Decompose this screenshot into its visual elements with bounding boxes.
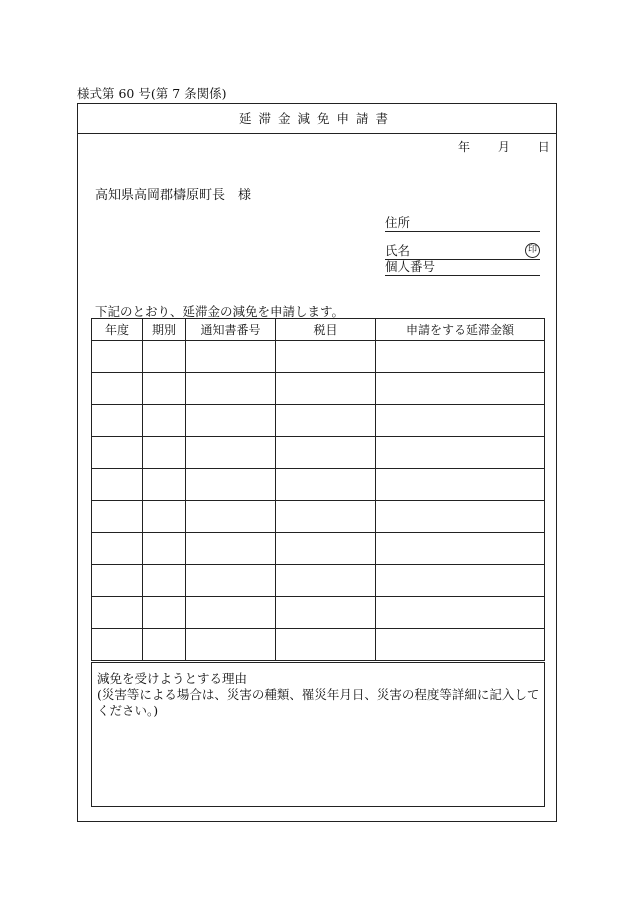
table-cell[interactable] [143, 629, 186, 661]
table-cell[interactable] [376, 565, 545, 597]
form-title: 延滞金減免申請書 [78, 104, 556, 134]
table-cell[interactable] [376, 469, 545, 501]
reason-box[interactable] [91, 662, 545, 807]
table-cell[interactable] [376, 341, 545, 373]
table-cell[interactable] [276, 533, 376, 565]
table-row [92, 373, 545, 405]
table-cell[interactable] [92, 373, 143, 405]
address-label: 住所 [385, 215, 411, 230]
table-cell[interactable] [276, 341, 376, 373]
table-cell[interactable] [376, 437, 545, 469]
date-year-label: 年 [458, 140, 471, 154]
header-notice-number: 通知書番号 [186, 319, 276, 341]
header-amount: 申請をする延滞金額 [376, 319, 545, 341]
header-tax-item: 税目 [276, 319, 376, 341]
table-row [92, 501, 545, 533]
address-field[interactable] [385, 214, 540, 232]
table-cell[interactable] [276, 405, 376, 437]
table-cell[interactable] [186, 373, 276, 405]
date-month-label: 月 [497, 140, 510, 154]
date-line [458, 138, 550, 155]
table-cell[interactable] [276, 597, 376, 629]
table-cell[interactable] [186, 597, 276, 629]
table-header-row [92, 319, 545, 341]
table-cell[interactable] [276, 565, 376, 597]
arrears-table [91, 318, 545, 661]
header-fiscal-year: 年度 [92, 319, 143, 341]
table-cell[interactable] [143, 341, 186, 373]
application-form [77, 103, 557, 822]
table-cell[interactable] [186, 341, 276, 373]
table-cell[interactable] [376, 501, 545, 533]
table-cell[interactable] [92, 629, 143, 661]
header-period: 期別 [143, 319, 186, 341]
table-cell[interactable] [186, 629, 276, 661]
table-cell[interactable] [92, 341, 143, 373]
table-cell[interactable] [143, 469, 186, 501]
table-cell[interactable] [92, 597, 143, 629]
table-row [92, 405, 545, 437]
table-cell[interactable] [143, 533, 186, 565]
table-cell[interactable] [92, 565, 143, 597]
table-cell[interactable] [276, 469, 376, 501]
table-cell[interactable] [276, 437, 376, 469]
request-statement: 下記のとおり、延滞金の減免を申請します。 [95, 304, 345, 319]
table-row [92, 437, 545, 469]
reason-title: 減免を受けようとする理由 [97, 671, 248, 686]
table-cell[interactable] [143, 437, 186, 469]
table-cell[interactable] [276, 501, 376, 533]
reason-note: (災害等による場合は、災害の種類、罹災年月日、災害の程度等詳細に記入してください。) [97, 687, 540, 718]
table-cell[interactable] [186, 501, 276, 533]
individual-number-field[interactable] [385, 258, 540, 276]
table-cell[interactable] [143, 565, 186, 597]
table-row [92, 597, 545, 629]
form-number-label: 様式第 60 号(第 7 条関係) [77, 86, 227, 101]
table-cell[interactable] [376, 533, 545, 565]
table-cell[interactable] [143, 597, 186, 629]
table-cell[interactable] [186, 565, 276, 597]
table-cell[interactable] [92, 469, 143, 501]
table-cell[interactable] [376, 629, 545, 661]
table-cell[interactable] [186, 437, 276, 469]
table-row [92, 533, 545, 565]
table-cell[interactable] [92, 501, 143, 533]
table-cell[interactable] [186, 405, 276, 437]
table-row [92, 469, 545, 501]
table-cell[interactable] [143, 405, 186, 437]
table-row [92, 629, 545, 661]
seal-mark-icon: 印 [525, 243, 540, 258]
table-cell[interactable] [376, 597, 545, 629]
name-label: 氏名 [385, 243, 411, 258]
individual-number-label: 個人番号 [385, 259, 436, 274]
table-cell[interactable] [143, 373, 186, 405]
table-cell[interactable] [276, 373, 376, 405]
table-row [92, 565, 545, 597]
table-cell[interactable] [92, 405, 143, 437]
table-row [92, 341, 545, 373]
table-cell[interactable] [186, 533, 276, 565]
table-cell[interactable] [376, 373, 545, 405]
date-day-label: 日 [537, 140, 550, 154]
table-cell[interactable] [376, 405, 545, 437]
table-cell[interactable] [276, 629, 376, 661]
table-cell[interactable] [186, 469, 276, 501]
table-cell[interactable] [92, 533, 143, 565]
table-cell[interactable] [92, 437, 143, 469]
addressee: 高知県高岡郡檮原町長 様 [95, 188, 252, 203]
table-cell[interactable] [143, 501, 186, 533]
